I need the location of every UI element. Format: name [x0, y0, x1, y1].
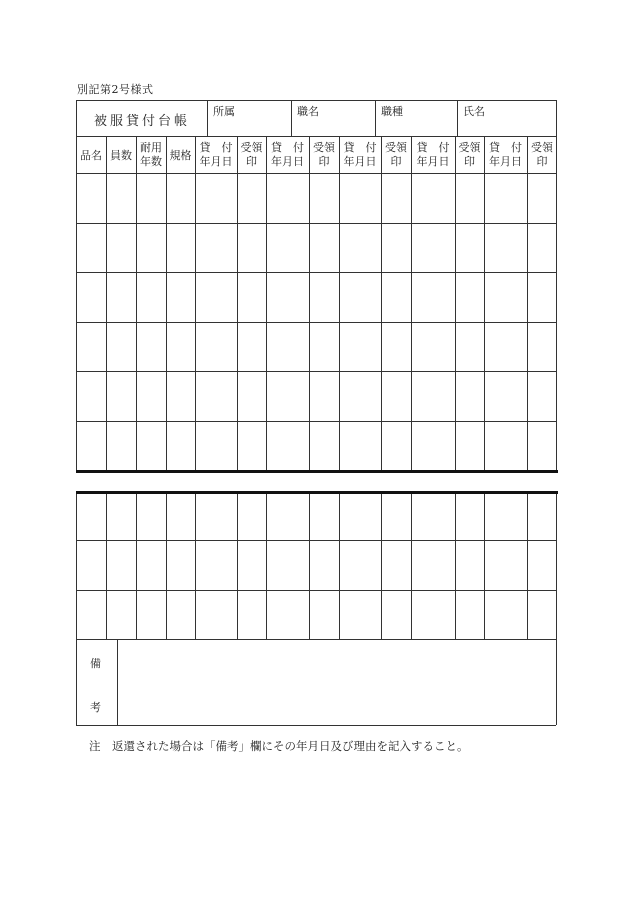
- form-number-label: 別記第2号様式: [77, 83, 154, 96]
- col-header-spec: 規格: [169, 149, 192, 162]
- col-header-loan-3-a: 貸 付: [343, 141, 377, 154]
- column-rule: [195, 491, 196, 639]
- remarks-label-char-1: 備: [90, 657, 101, 670]
- table-border: [556, 137, 557, 470]
- col-header-receipt-5-b: 印: [536, 155, 548, 168]
- col-header-loan-5-a: 貸 付: [489, 141, 522, 154]
- row-rule: [76, 272, 556, 273]
- col-header-receipt-4-a: 受領: [458, 141, 481, 154]
- row-rule: [76, 590, 556, 591]
- col-header-loan-1-a: 貸 付: [199, 141, 233, 154]
- column-rule: [339, 491, 340, 639]
- row-rule: [76, 639, 556, 640]
- col-header-loan-3-b: 年月日: [343, 155, 377, 168]
- remarks-label-char-2: 考: [90, 701, 101, 714]
- col-header-receipt-5-a: 受領: [531, 141, 553, 154]
- section-break-line: [76, 491, 558, 494]
- col-header-receipt-3-b: 印: [390, 155, 402, 168]
- column-rule: [455, 491, 456, 639]
- column-rule: [527, 491, 528, 639]
- col-header-receipt-4-b: 印: [464, 155, 475, 168]
- form-header: [76, 100, 557, 137]
- col-header-loan-1-b: 年月日: [199, 155, 233, 168]
- name-field[interactable]: 氏名: [463, 105, 485, 118]
- column-rule: [411, 491, 412, 639]
- col-header-item-name: 品名: [80, 149, 102, 162]
- col-header-receipt-1-b: 印: [246, 155, 257, 168]
- col-header-durability-1: 耐用: [140, 141, 162, 154]
- row-rule: [76, 173, 556, 174]
- affiliation-field[interactable]: 所属: [208, 101, 292, 136]
- column-rule: [266, 491, 267, 639]
- row-rule: [76, 421, 556, 422]
- column-rule: [166, 491, 167, 639]
- col-header-receipt-2-b: 印: [318, 155, 330, 168]
- col-header-loan-5-b: 年月日: [489, 155, 522, 168]
- table-border: [76, 725, 556, 726]
- section-break-line: [76, 470, 558, 473]
- col-header-durability-2: 年数: [140, 155, 162, 168]
- col-header-receipt-1-a: 受領: [240, 141, 263, 154]
- col-header-loan-4-b: 年月日: [416, 155, 450, 168]
- row-rule: [76, 322, 556, 323]
- loan-ledger-table: [76, 137, 558, 727]
- job-type-field[interactable]: 職種: [376, 101, 458, 136]
- column-rule: [237, 491, 238, 639]
- row-rule: [76, 223, 556, 224]
- col-header-quantity: 員数: [110, 149, 132, 162]
- row-rule: [76, 540, 556, 541]
- job-title-field[interactable]: 職名: [292, 101, 376, 136]
- col-header-receipt-3-a: 受領: [385, 141, 407, 154]
- remarks-divider: [117, 639, 118, 725]
- column-rule: [136, 491, 137, 639]
- col-header-loan-2-b: 年月日: [271, 155, 304, 168]
- col-header-receipt-2-a: 受領: [313, 141, 335, 154]
- column-rule: [309, 491, 310, 639]
- table-border: [556, 491, 557, 725]
- column-rule: [106, 491, 107, 639]
- col-header-loan-2-a: 貸 付: [271, 141, 304, 154]
- footnote: 注 返還された場合は「備考」欄にその年月日及び理由を記入すること。: [89, 739, 469, 753]
- col-header-loan-4-a: 貸 付: [416, 141, 450, 154]
- column-rule: [381, 491, 382, 639]
- row-rule: [76, 371, 556, 372]
- table-border: [76, 491, 77, 725]
- column-rule: [484, 491, 485, 639]
- form-title: 被服貸付台帳: [77, 101, 208, 136]
